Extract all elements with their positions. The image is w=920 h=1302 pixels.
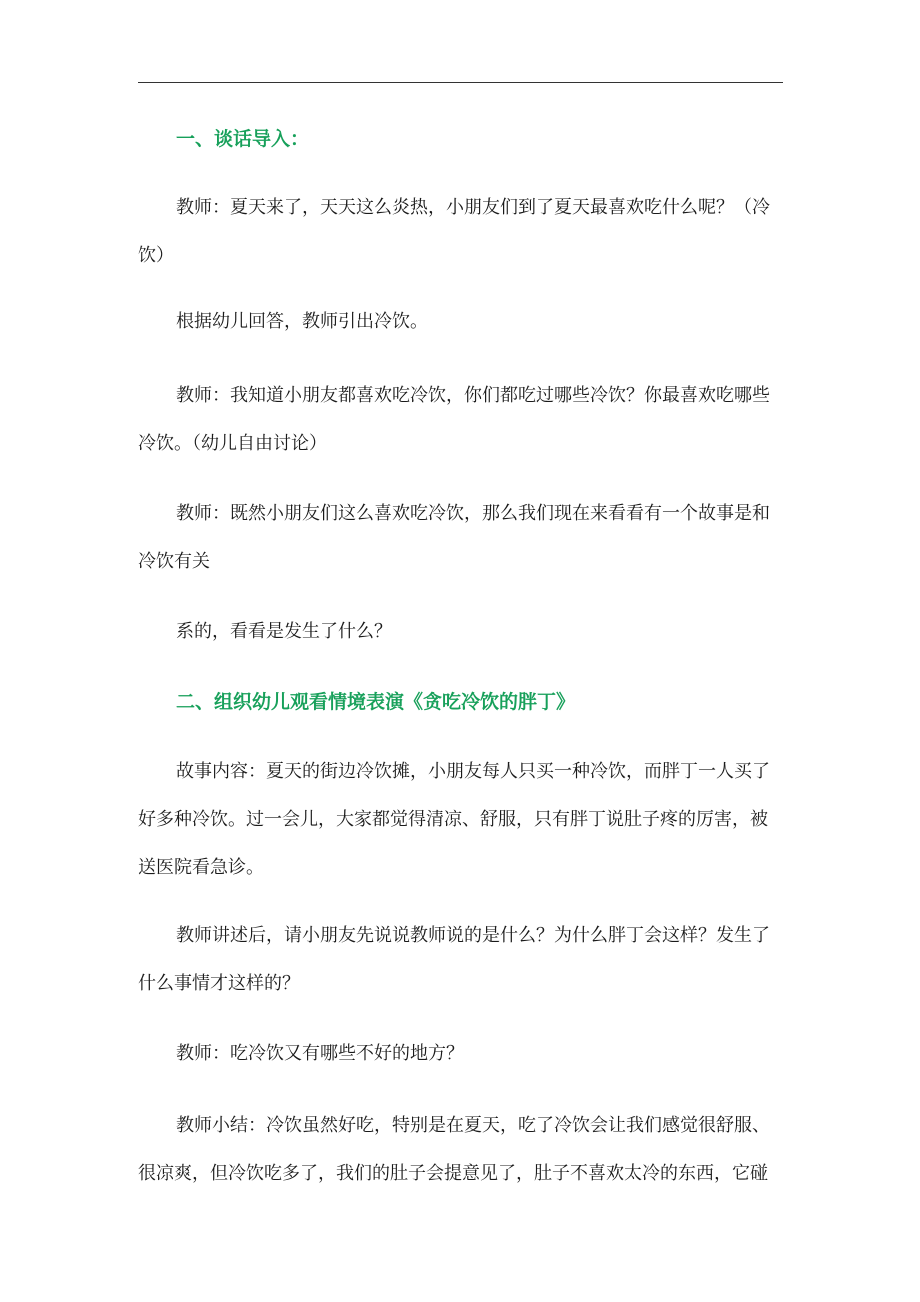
- paragraph: 教师：吃冷饮又有哪些不好的地方？: [176, 1043, 464, 1064]
- paragraph: 教师讲述后，请小朋友先说说教师说的是什么？为什么胖丁会这样？发生了什么事情才这样的？: [138, 925, 770, 994]
- section-heading-2: 二、组织幼儿观看情境表演《贪吃冷饮的胖丁》: [176, 691, 576, 713]
- header-rule: [138, 82, 783, 83]
- paragraph: 教师：我知道小朋友都喜欢吃冷饮，你们都吃过哪些冷饮？你最喜欢吃哪些冷饮。（幼儿自由讨论）: [138, 385, 770, 454]
- paragraph: 教师：既然小朋友们这么喜欢吃冷饮，那么我们现在来看看有一个故事是和冷饮有关: [138, 503, 770, 572]
- paragraph: 教师：夏天来了，天天这么炎热，小朋友们到了夏天最喜欢吃什么呢？（冷饮）: [138, 197, 770, 266]
- section-heading-1: 一、谈话导入：: [176, 128, 310, 150]
- paragraph: 教师小结：冷饮虽然好吃，特别是在夏天，吃了冷饮会让我们感觉很舒服、很凉爽，但冷饮吃多了，我们的肚子会提意见了，肚子不喜欢太冷的东西，它碰: [138, 1115, 770, 1184]
- paragraph: 系的，看看是发生了什么？: [176, 621, 392, 642]
- paragraph: 故事内容：夏天的街边冷饮摊，小朋友每人只买一种冷饮，而胖丁一人买了好多种冷饮。过一会儿，大家都觉得清凉、舒服，只有胖丁说肚子疼的厉害，被送医院看急诊。: [138, 761, 770, 878]
- paragraph: 根据幼儿回答，教师引出冷饮。: [176, 311, 428, 332]
